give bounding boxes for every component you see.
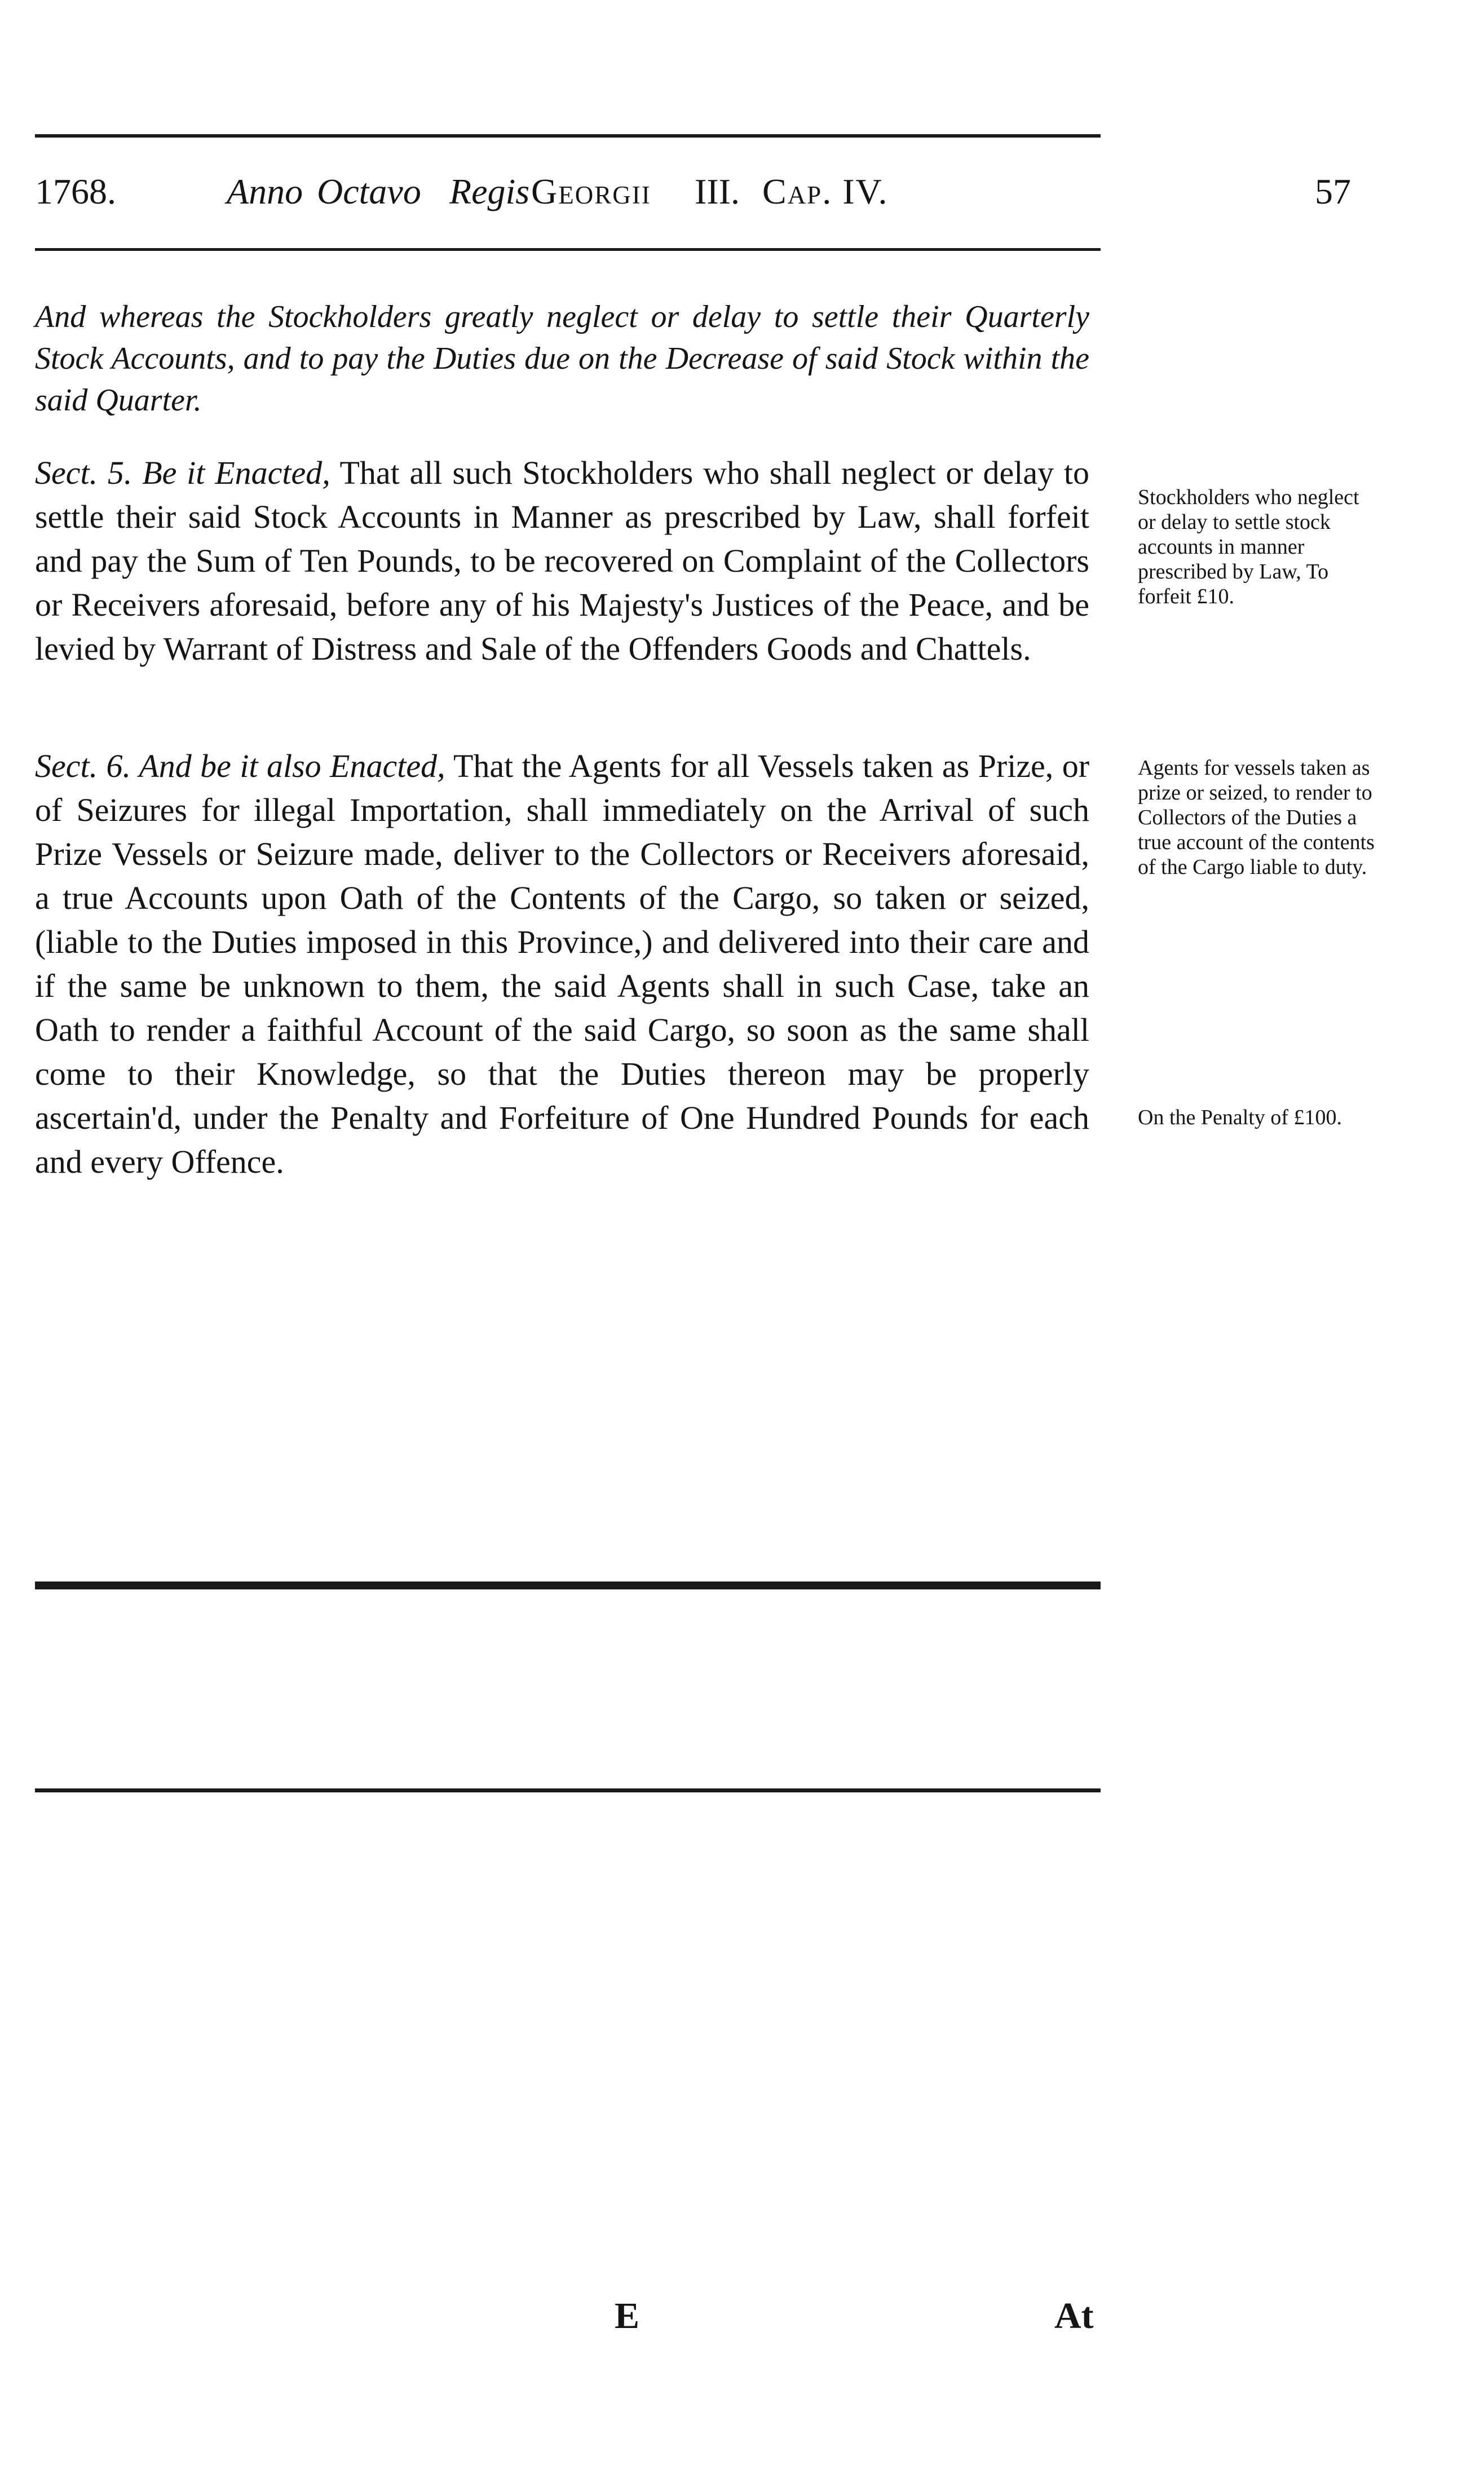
margin-note-agents: Agents for vessels taken as prize or seized, to render to Collectors of the Duties a true account of the contents of the Cargo liable to duty.	[1138, 756, 1375, 879]
section-5-body: That all such Stockholders who shall neglect or delay to settle their said Stock Accounts in Manner as prescribed by Law, shall forfeit and pay the Sum of Ten Pounds, to be recovered on Complaint of the Collectors or Receivers aforesaid, before any of his Majesty's Justices of the Peace, and be levied by Warrant of Distress and Sale of the Offenders Goods and Chattels.	[35, 454, 1089, 667]
preamble-text: And whereas the Stockholders greatly neglect or delay to settle their Quarterly Stock Accounts, and to pay the Duties due on the Decrease of said Stock within the said Quarter.	[35, 299, 1089, 418]
header-chapter: Cap. IV.	[762, 171, 889, 211]
section-6-body: That the Agents for all Vessels taken as Prize, or of Seizures for illegal Importation, shall immediately on the Arrival of such Prize Vessels or Seizure made, deliver to the Collectors or Receivers aforesaid, a true Accounts upon Oath of the Contents of the Cargo, so taken or seized, (liable to the Duties imposed in this Province,) and delivered into their care and if the same be unknown to them, the said Agents shall in such Case, take an Oath to render a faithful Account of the said Cargo, so soon as the same shall come to their Knowledge, so that the Duties thereon may be properly ascertain'd, under the Penalty and Forfeiture of One Hundred Pounds for each and every Offence.	[35, 748, 1090, 1180]
margin-note-stockholders: Stockholders who neglect or delay to settle stock accounts in manner prescribed by Law, To forfeit £10.	[1138, 485, 1359, 608]
section-5	[35, 451, 1089, 671]
section-5-paragraph	[35, 451, 1089, 671]
header-georgii: Georgii	[531, 171, 651, 211]
header-anno: Anno	[227, 171, 303, 211]
closing-thick-rule	[35, 1582, 1101, 1589]
header-regis: Regis	[449, 171, 530, 211]
section-5-heading: Sect. 5. Be it Enacted,	[35, 454, 330, 491]
signature-mark: E	[615, 2295, 640, 2336]
page-number: 57	[1315, 171, 1351, 211]
top-rule	[35, 134, 1101, 138]
header-regnal-number: III.	[695, 171, 740, 211]
preamble-paragraph	[35, 296, 1089, 421]
section-6-paragraph	[35, 744, 1089, 1184]
header-rule	[35, 248, 1101, 251]
header-year: 1768.	[35, 171, 116, 211]
closing-thin-rule	[35, 1788, 1101, 1792]
catchword: At	[1054, 2295, 1094, 2336]
section-6-heading: Sect. 6. And be it also Enacted,	[35, 748, 445, 784]
header-octavo: Octavo	[317, 171, 421, 211]
section-6	[35, 744, 1089, 1184]
margin-note-penalty: On the Penalty of £100.	[1138, 1106, 1342, 1129]
running-header	[35, 169, 1351, 214]
